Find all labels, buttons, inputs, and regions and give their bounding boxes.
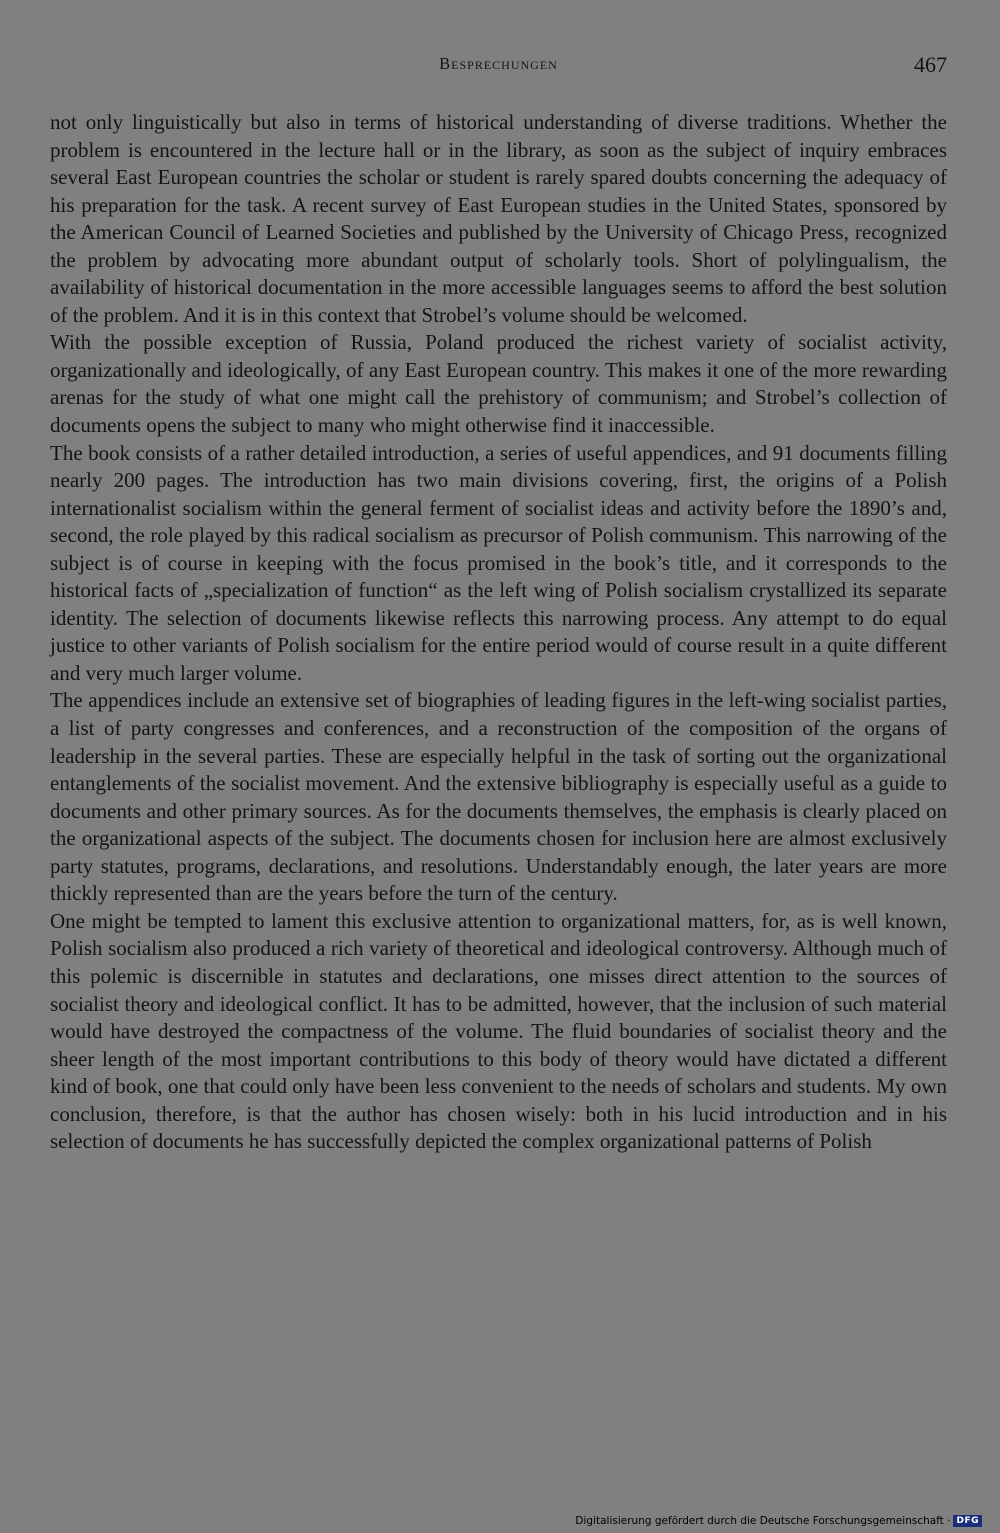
paragraph: With the possible exception of Russia, Poland produced the richest variety of socialist activity, organizationally and ideologically, of any East European country. This makes it one of the more rewarding arenas for the study of what one might call the prehistory of communism; and Strobel’s collection of documents opens the subject to many who might otherwise find it inaccessible. bbox=[50, 330, 947, 438]
running-head bbox=[50, 52, 947, 82]
digitization-credit bbox=[575, 1515, 982, 1527]
paragraph: One might be tempted to lament this exclusive attention to organizational matters, for, as is well known, Polish socialism also produced a rich variety of theoretical and ideological controversy. Although much of this polemic is discernible in statutes and declarations, one misses direct attention to the sources of socialist theory and ideological conflict. It has to be admitted, however, that the inclusion of such material would have destroyed the compactness of the volume. The fluid boundaries of socialist theory and the sheer length of the most important contributions to this body of theory would have dictated a different kind of book, one that could only have been less convenient to the needs of scholars and students. My own conclusion, therefore, is that the author has chosen wisely: both in his lucid introduction and in his selection of documents he has successfully depicted the complex organizational patterns of Polish bbox=[50, 908, 947, 1154]
paragraph: not only linguistically but also in terms of historical understanding of diverse traditions. Whether the problem is encountered in the lecture hall or in the library, as soon as the subject of inquiry embraces several East European countries the scholar or student is rarely spared doubts concerning the adequacy of his preparation for the task. A recent survey of East European studies in the United States, sponsored by the American Council of Learned Societies and published by the University of Chicago Press, recognized the problem by advocating more abundant output of scholarly tools. Short of polylingualism, the availability of historical documentation in the more accessible languages seems to afford the best solution of the problem. And it is in this context that Strobel’s volume should be welcomed. bbox=[50, 110, 947, 327]
running-title: Besprechungen bbox=[439, 54, 558, 73]
paragraph: The appendices include an extensive set of biographies of leading figures in the left-wing socialist parties, a list of party congresses and conferences, and a reconstruction of the composition of the organs of leadership in the several parties. These are especially helpful in the task of sorting out the organizational entanglements of the socialist movement. And the extensive bibliography is especially useful as a guide to documents and other primary sources. As for the documents themselves, the emphasis is clearly placed on the organizational aspects of the subject. The documents chosen for inclusion here are almost exclusively party statutes, programs, declarations, and resolutions. Understandably enough, the later years are more thickly represented than are the years before the turn of the century. bbox=[50, 688, 947, 906]
paragraph: The book consists of a rather detailed introduction, a series of useful appendices, and 91 documents filling nearly 200 pages. The introduction has two main divisions covering, first, the origins of a Polish internationalist socialism within the general ferment of socialist ideas and activity before the 1890’s and, second, the role played by this radical socialism as precursor of Polish communism. This narrowing of the subject is of course in keeping with the focus promised in the book’s title, and it corresponds to the historical facts of „specialization of function“ as the left wing of Polish socialism crystallized its separate identity. The selection of documents likewise reflects this narrowing process. Any attempt to do equal justice to other variants of Polish socialism for the entire period would of course result in a quite different and very much larger volume. bbox=[50, 440, 947, 685]
page-number: 467 bbox=[914, 52, 947, 77]
dfg-logo: DFG bbox=[953, 1515, 982, 1527]
credit-text: Digitalisierung gefördert durch die Deutsche Forschungsgemeinschaft · bbox=[575, 1515, 951, 1527]
body-text bbox=[50, 109, 947, 1156]
